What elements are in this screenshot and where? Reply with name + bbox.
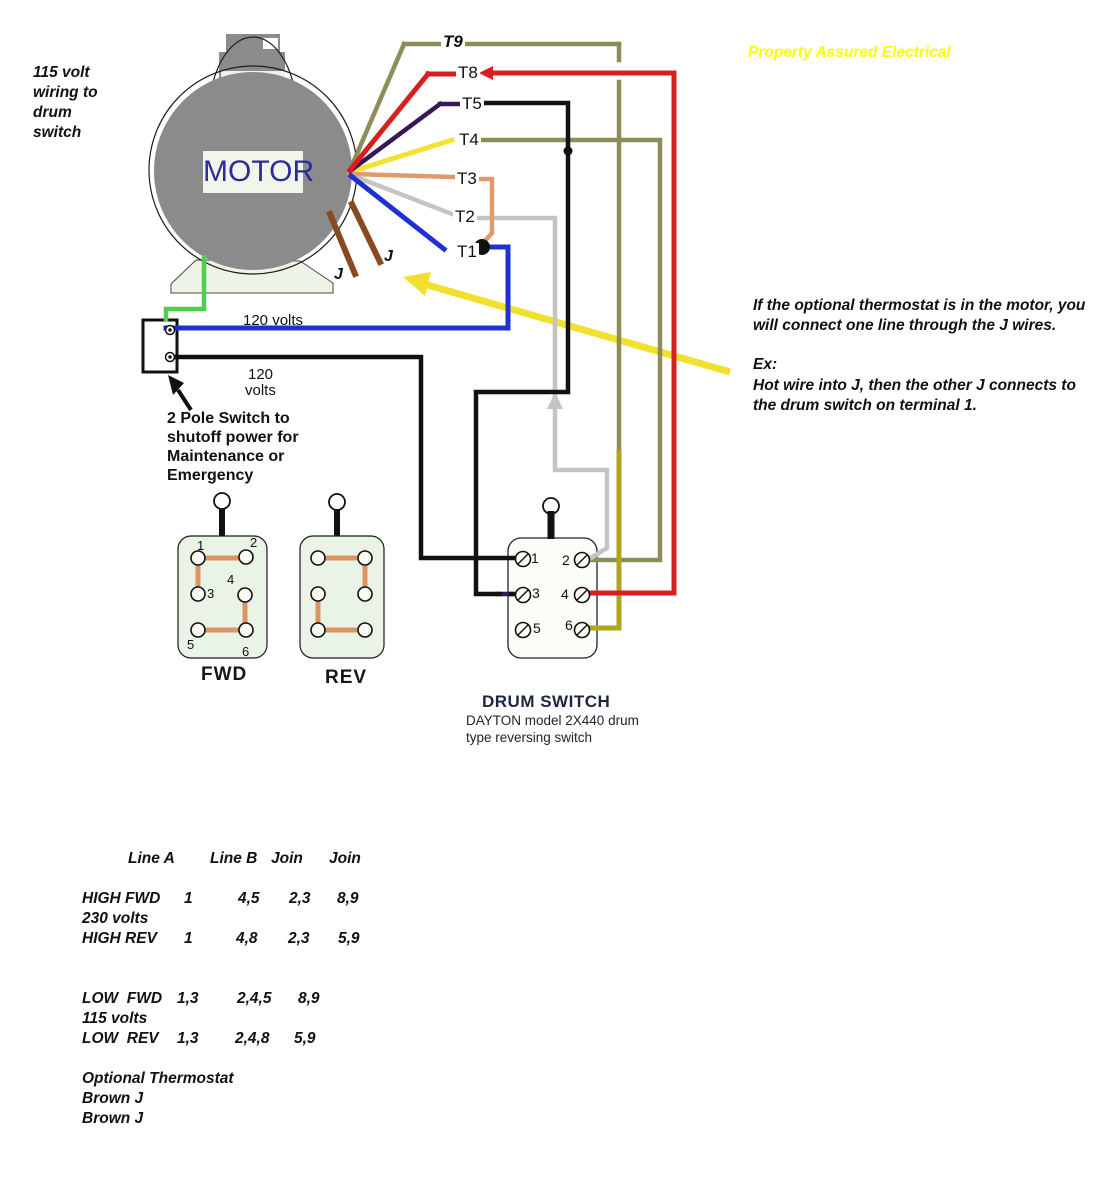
fwd-switch	[178, 493, 267, 658]
fwd-label: FWD	[201, 664, 248, 685]
rev-handle	[329, 494, 345, 510]
switch-pointer-arrow	[168, 375, 191, 410]
two-pole-terminal-bottom-dot	[168, 355, 171, 358]
drum-num-2: 2	[562, 552, 570, 568]
intro-line-4: switch	[33, 124, 82, 141]
rev-terminal-4	[358, 587, 372, 601]
intro-line-1: 115 volt	[33, 64, 90, 81]
row-low-fwd-line-a: 1,3	[177, 990, 199, 1007]
label-120-volts-top: 120 volts	[243, 312, 304, 329]
switch-note-line-1: 2 Pole Switch to	[167, 410, 290, 427]
rev-switch	[300, 494, 384, 658]
wire-label-t8: T8	[458, 63, 478, 82]
table-header-join-1: Join	[271, 850, 303, 867]
row-high-voltage: 230 volts	[82, 910, 149, 927]
thermostat-arrow-head	[403, 272, 431, 296]
wire-t1-diagonal	[351, 176, 444, 249]
thermostat-note-line-4: the drum switch on terminal 1.	[753, 397, 977, 414]
fwd-num-4: 4	[227, 572, 235, 587]
wire-t8-red	[350, 73, 674, 593]
intro-line-3: drum	[33, 104, 72, 121]
drum-switch-subtitle-1: DAYTON model 2X440 drum	[466, 713, 639, 728]
row-low-fwd-line-b: 2,4,5	[237, 990, 272, 1007]
wire-t3-diagonal	[351, 174, 455, 177]
row-low-rev-label: LOW REV	[82, 1030, 159, 1047]
switch-note-line-2: shutoff power for	[167, 429, 299, 446]
rev-terminal-3	[311, 587, 325, 601]
fwd-terminal-1	[191, 551, 205, 565]
switch-pointer-shaft	[178, 390, 191, 410]
fwd-handle	[214, 493, 230, 509]
drum-num-3: 3	[532, 585, 540, 601]
row-high-rev-join-2: 5,9	[338, 930, 360, 947]
intro-line-2: wiring to	[33, 84, 98, 101]
label-120-bottom-b: volts	[245, 382, 276, 399]
row-high-fwd-line-a: 1	[184, 890, 193, 907]
drum-num-6: 6	[565, 617, 573, 633]
fwd-terminal-4	[238, 588, 252, 602]
rev-terminal-6	[358, 623, 372, 637]
fwd-terminal-2	[239, 550, 253, 564]
table-header-join-2: Join	[329, 850, 361, 867]
wire-t4-diagonal	[350, 140, 452, 172]
row-low-fwd-label: LOW FWD	[82, 990, 163, 1007]
label-120-bottom-a: 120	[248, 366, 274, 383]
row-high-rev-join-1: 2,3	[288, 930, 310, 947]
thermostat-note-line-3: Hot wire into J, then the other J connects to	[753, 377, 1076, 394]
thermostat-note-ex: Ex:	[753, 356, 778, 373]
gray-up-arrowhead	[547, 392, 563, 409]
wire-label-t2: T2	[455, 207, 475, 226]
wire-label-j-upper: J	[384, 248, 393, 265]
row-high-rev-line-b: 4,8	[236, 930, 258, 947]
junction-dot-black-line	[564, 147, 573, 156]
table-header-line-a: Line A	[128, 850, 175, 867]
drum-num-4: 4	[561, 586, 569, 602]
rev-label: REV	[325, 667, 368, 688]
switch-note-line-3: Maintenance or	[167, 448, 285, 465]
rev-terminal-2	[358, 551, 372, 565]
switch-note-line-4: Emergency	[167, 467, 254, 484]
wire-j-upper	[352, 204, 380, 262]
rev-terminal-1	[311, 551, 325, 565]
wire-t2-run	[477, 218, 607, 561]
rev-terminal-5	[311, 623, 325, 637]
wire-label-t1: T1	[457, 242, 477, 261]
drum-switch-subtitle-2: type reversing switch	[466, 730, 593, 745]
table-footer-2: Brown J	[82, 1090, 144, 1107]
row-low-voltage: 115 volts	[82, 1010, 148, 1027]
fwd-num-6: 6	[242, 644, 250, 659]
row-high-fwd-line-b: 4,5	[238, 890, 260, 907]
row-high-fwd-label: HIGH FWD	[82, 890, 161, 907]
watermark: Property Assured Electrical	[748, 44, 951, 61]
row-low-rev-line-a: 1,3	[177, 1030, 199, 1047]
wire-t9-t4-olive	[350, 44, 660, 560]
row-high-fwd-join-2: 8,9	[337, 890, 359, 907]
t8-arrowhead	[479, 66, 493, 80]
table-header-line-b: Line B	[210, 850, 258, 867]
wire-t3-run	[477, 179, 492, 243]
thermostat-note-line-1: If the optional thermostat is in the motor, you	[753, 297, 1086, 314]
fwd-num-3: 3	[207, 586, 215, 601]
wire-label-t3: T3	[457, 169, 477, 188]
wire-label-t9: T9	[443, 32, 463, 51]
drum-num-5: 5	[533, 620, 541, 636]
fwd-num-5: 5	[187, 637, 195, 652]
wire-label-j-lower: J	[334, 266, 343, 283]
drum-num-1: 1	[531, 550, 539, 566]
row-low-rev-join-1: 5,9	[294, 1030, 316, 1047]
fwd-terminal-3	[191, 587, 205, 601]
wire-label-t4: T4	[459, 130, 479, 149]
row-high-rev-label: HIGH REV	[82, 930, 157, 947]
row-high-rev-line-a: 1	[184, 930, 193, 947]
thermostat-note-line-2: will connect one line through the J wires.	[753, 317, 1057, 334]
two-pole-terminal-top-dot	[168, 328, 171, 331]
table-footer-3: Brown J	[82, 1110, 144, 1127]
fwd-num-2: 2	[250, 535, 258, 550]
table-footer-1: Optional Thermostat	[82, 1070, 234, 1087]
wire-label-t5: T5	[462, 94, 482, 113]
row-low-rev-line-b: 2,4,8	[235, 1030, 270, 1047]
fwd-terminal-6	[239, 623, 253, 637]
row-low-fwd-join-1: 8,9	[298, 990, 320, 1007]
drum-switch-title: DRUM SWITCH	[482, 692, 611, 711]
row-high-fwd-join-1: 2,3	[289, 890, 311, 907]
motor-label: MOTOR	[203, 155, 315, 188]
wire-t2-diagonal	[351, 175, 452, 214]
fwd-num-1: 1	[197, 538, 205, 553]
fwd-terminal-5	[191, 623, 205, 637]
